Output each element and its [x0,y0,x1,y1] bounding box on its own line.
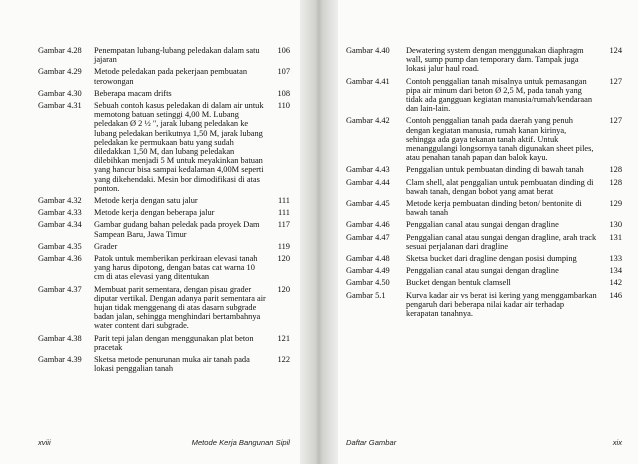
figure-page-number: 106 [277,46,290,55]
figure-label: Gambar 4.31 [38,101,82,111]
list-item [346,254,622,263]
list-item [346,116,622,162]
list-item [346,199,622,217]
figure-label: Gambar 4.47 [346,232,390,242]
figure-label: Gambar 4.41 [346,76,390,86]
figure-page-number: 130 [609,220,622,230]
figure-page-number: 108 [277,88,290,98]
figure-label: Gambar 4.38 [38,333,82,343]
list-item [346,278,622,287]
figure-label: Gambar 4.29 [38,67,82,77]
figure-page-number: 131 [609,232,622,242]
figure-caption: Penggalian canal atau sungai dengan dragline [406,220,559,230]
figure-page-number: 127 [609,76,622,86]
figure-page-number: 120 [277,254,290,264]
list-item [346,165,622,174]
figure-page-number: 128 [609,177,622,187]
figure-page-number: 110 [277,101,290,111]
page-number: xix [612,438,622,447]
list-item [38,355,290,373]
figure-page-number: 129 [609,199,622,209]
figure-label: Gambar 4.39 [38,355,82,365]
figure-page-number: 119 [277,241,290,251]
running-footer-title: Daftar Gambar [346,438,397,447]
figure-caption: Sebuah contoh kasus peledakan di dalam air untuk memotong batuan setinggi 4,00 M. Lubang peledakan Ø 2 ½ ", jarak lubang peledakan ke lubang peledakan berikutnya 1,50 M, jarak lubang peledakan ke permukaan batu yang sudah diledakkan 1,50 M, dan lubang peledakan dilebihkan menjadi 5 M untuk meyakinkan batuan yang hancur bisa sampai kedalaman 4,00M seperti yang dikehendaki. Mesin bor dimodifikasi di atas ponton. [94,101,264,193]
figure-list [346,46,622,321]
figure-caption: Metode kerja dengan beberapa jalur [94,208,215,218]
figure-page-number: 122 [277,355,290,365]
figure-page-number: 142 [609,278,622,288]
list-item [346,220,622,229]
figure-page-number: 111 [278,208,290,218]
figure-caption: Kurva kadar air vs berat isi kering yang menggambarkan pengaruh dari beberapa nilai kadar air terhadap kerapatan tanahnya. [406,290,597,319]
figure-label: Gambar 4.28 [38,46,82,55]
list-item [38,46,290,64]
list-item [346,77,622,114]
figure-label: Gambar 4.43 [346,165,390,175]
list-item [346,178,622,196]
figure-label: Gambar 4.30 [38,88,82,98]
figure-caption: Penggalian canal atau sungai dengan dragline, arah track sesuai perjalanan dari dragline [406,232,597,251]
list-item [38,285,290,331]
list-item [346,291,622,319]
figure-caption: Sketsa bucket dari dragline dengan posisi dumping [406,254,577,264]
list-item [38,242,290,251]
figure-caption: Gambar gudang bahan peledak pada proyek Dam Sampean Baru, Jawa Timur [94,220,260,239]
figure-caption: Metode peledakan pada pekerjaan pembuatan terowongan [94,67,248,86]
list-item [346,233,622,251]
figure-caption: Metode kerja dengan satu jalur [94,196,198,206]
figure-caption: Contoh penggalian tanah pada daerah yang penuh dengan kegiatan manusia, rumah kanan kirinya, sehingga ada gaya tekanan tanah aktif. Untuk menanggulangi longsornya tanah digunakan sheet piles, atau penahan tanah papan dan balok kayu. [406,116,594,163]
figure-label: Gambar 4.48 [346,254,390,264]
figure-page-number: 127 [609,116,622,126]
figure-caption: Penempatan lubang-lubang peledakan dalam satu jajaran [94,46,260,65]
figure-page-number: 121 [277,333,290,343]
figure-label: Gambar 4.42 [346,116,390,126]
figure-page-number: 120 [277,284,290,294]
figure-caption: Penggalian untuk pembuatan dinding di bawah tanah [406,165,584,175]
figure-page-number: 111 [278,196,290,206]
figure-caption: Contoh penggalian tanah misalnya untuk pemasangan pipa air minum dari beton Ø 2,5 M, pada tanah yang tidak ada gangguan kegiatan manusia/rumah/kendaraan dan lain-lain. [406,76,593,114]
list-item [38,89,290,98]
figure-page-number: 134 [609,266,622,276]
figure-page-number: 117 [277,220,290,230]
list-item [38,208,290,217]
list-item [346,46,622,74]
figure-caption: Metode kerja pembuatan dinding beton/ bentonite di bawah tanah [406,199,582,218]
figure-label: Gambar 4.49 [346,266,390,276]
list-item [38,220,290,238]
figure-label: Gambar 4.33 [38,208,82,218]
figure-caption: Clam shell, alat penggalian untuk pembuatan dinding di bawah tanah, dengan bobot yang amat berat [406,177,594,196]
figure-page-number: 128 [609,165,622,175]
figure-page-number: 133 [609,254,622,264]
list-item [38,196,290,205]
figure-label: Gambar 4.37 [38,284,82,294]
figure-label: Gambar 4.36 [38,254,82,264]
list-item [38,67,290,85]
figure-label: Gambar 4.44 [346,177,390,187]
figure-label: Gambar 5.1 [346,290,386,300]
right-page [338,0,638,464]
figure-caption: Patok untuk memberikan perkiraan elevasi tanah yang harus dipotong, dengan batas cat warna 10 cm di atas elevasi yang ditentukan [94,254,258,282]
figure-caption: Parit tepi jalan dengan menggunakan plat beton pracetak [94,333,254,352]
figure-page-number: 146 [609,290,622,300]
figure-caption: Bucket dengan bentuk clamsell [406,278,511,288]
figure-caption: Membuat parit sementara, dengan pisau grader diputar vertikal. Dengan adanya parit sementara air hujan tidak menggenang di atas dasarn subgrade badan jalan, sehingga menghindari bertambahnya water content dari subgrade. [94,284,266,331]
list-item [346,266,622,275]
figure-label: Gambar 4.35 [38,241,82,251]
figure-label: Gambar 4.34 [38,220,82,230]
list-item [38,254,290,282]
left-page [0,0,300,464]
figure-page-number: 124 [609,46,622,55]
figure-caption: Beberapa macam drifts [94,88,172,98]
figure-label: Gambar 4.46 [346,220,390,230]
list-item [38,101,290,193]
book-gutter [300,0,338,464]
figure-caption: Dewatering system dengan menggunakan diaphragm wall, sump pump dan temporary dam. Tampak juga lokasi jalur haul road. [406,46,584,74]
figure-label: Gambar 4.32 [38,196,82,206]
figure-page-number: 107 [277,67,290,77]
figure-caption: Grader [94,241,118,251]
figure-list [38,46,290,377]
figure-label: Gambar 4.50 [346,278,390,288]
list-item [38,334,290,352]
figure-label: Gambar 4.45 [346,199,390,209]
figure-caption: Sketsa metode penurunan muka air tanah pada lokasi penggalian tanah [94,355,250,374]
figure-label: Gambar 4.40 [346,46,390,55]
figure-caption: Penggalian canal atau sungai dengan dragline [406,266,559,276]
running-footer-title: Metode Kerja Bangunan Sipil [191,438,290,447]
page-number: xviii [38,438,51,447]
